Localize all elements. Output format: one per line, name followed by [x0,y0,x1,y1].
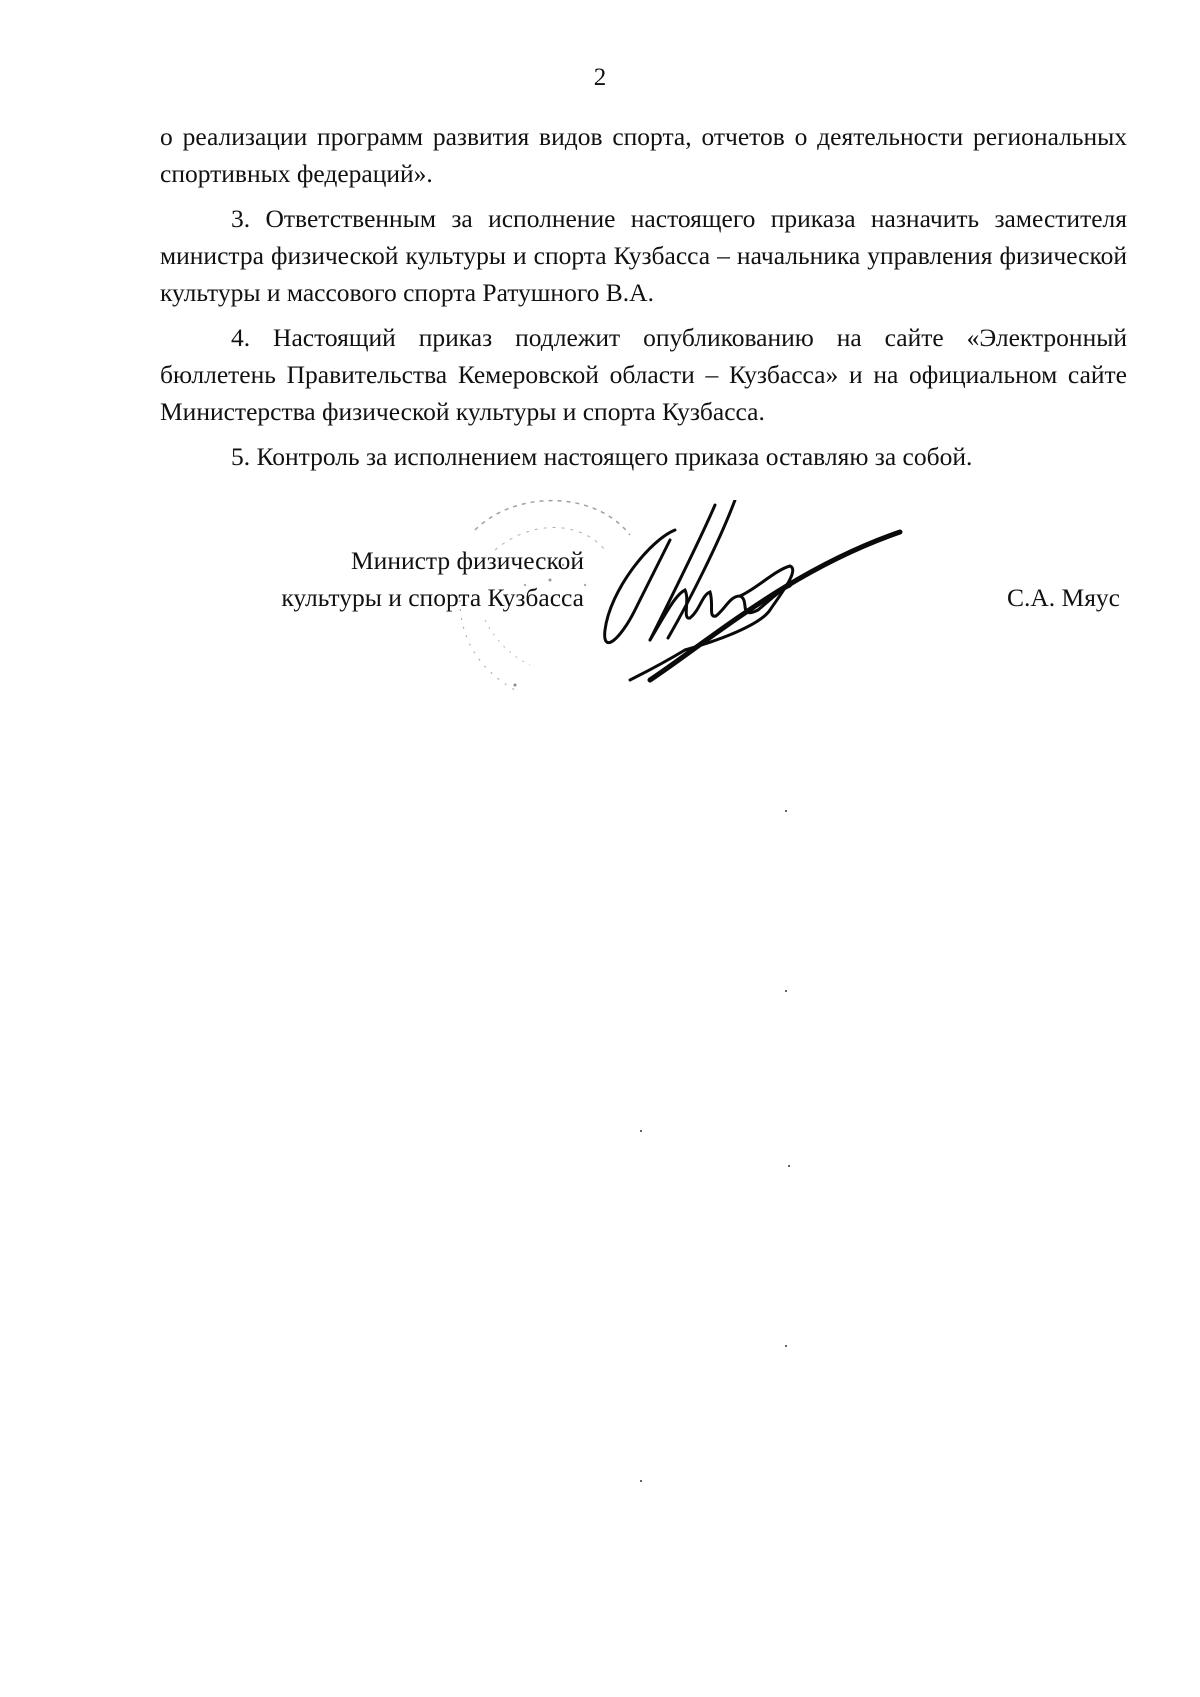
page-number: 2 [593,64,607,91]
paragraph-item-5: 5. Контроль за исполнением настоящего приказа оставляю за собой. [231,442,973,471]
signatory-title-line-1: Министр физической [351,546,584,575]
signatory-name: С.А. Мяус [1006,583,1120,612]
scan-speck [788,1165,790,1167]
paragraph-continuation: о реализации программ развития видов спорта, отчетов о деятельности региональных спортивных федераций». [160,122,1127,188]
scan-speck [785,990,787,992]
signature-block [120,542,1120,742]
document-body [160,118,1127,475]
scan-speck [640,1130,642,1132]
scan-speck [785,1345,787,1347]
scan-speck [640,1480,642,1482]
scan-speck [785,810,787,812]
paragraph-item-3: 3. Ответственным за исполнение настоящего приказа назначить заместителя министра физической культуры и спорта Кузбасса – начальника управления физической культуры и массового спорта Ратушного В.А. [160,204,1127,307]
signatory-title [164,542,584,616]
paragraph-item-4: 4. Настоящий приказ подлежит опубликованию на сайте «Электронный бюллетень Правительства Кемеровской области – Кузбасса» и на официальном сайте Министерства физической культуры и спорта Кузбасса. [160,323,1127,426]
signatory-title-line-2: культуры и спорта Кузбасса [281,583,584,612]
